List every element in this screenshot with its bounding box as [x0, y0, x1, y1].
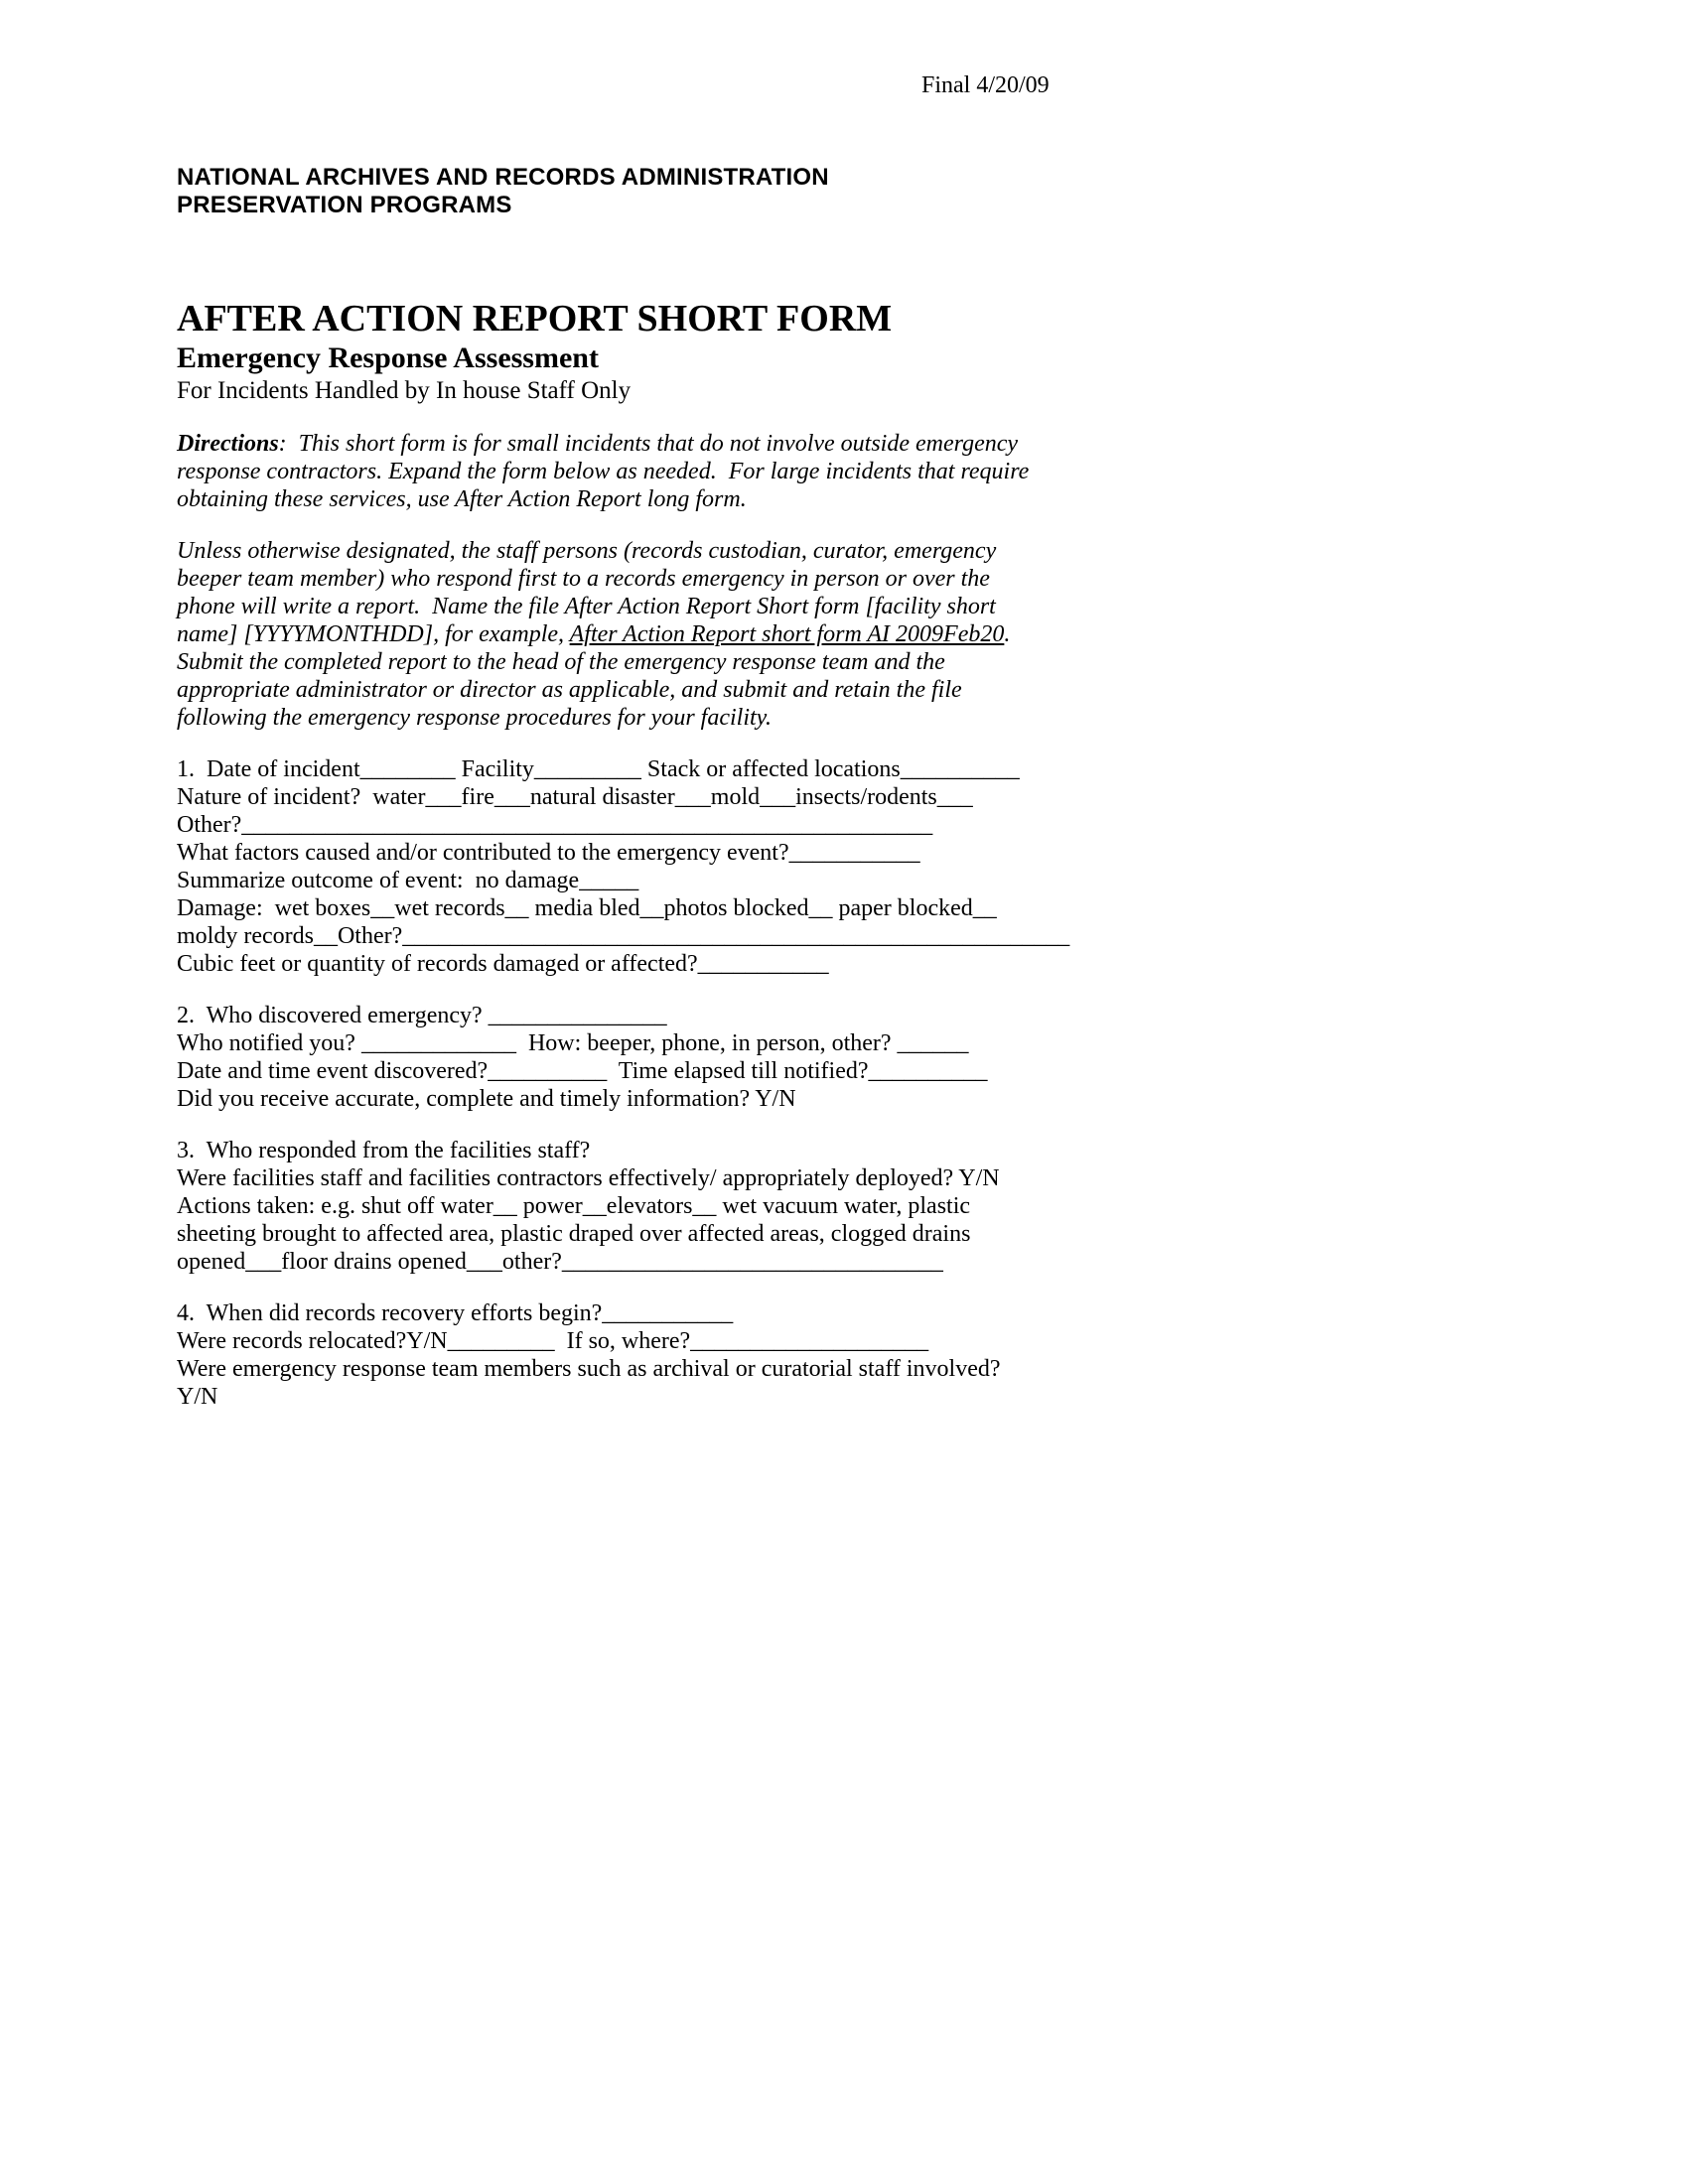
- form-line-date-facility-location: 1. Date of incident________ Facility_________ Stack or affected locations__________: [177, 756, 1020, 782]
- form-line-records-relocated: Were records relocated?Y/N_________ If so, where?____________________: [177, 1328, 929, 1354]
- form-line-who-discovered: 2. Who discovered emergency? _______________: [177, 1003, 667, 1028]
- form-line-date-time-discovered: Date and time event discovered?__________ Time elapsed till notified?__________: [177, 1058, 988, 1084]
- form-line-other-blank: Other?__________________________________________________________: [177, 812, 933, 838]
- form-line-accurate-info: Did you receive accurate, complete and timely information? Y/N: [177, 1086, 796, 1112]
- form-line-factors: What factors caused and/or contributed to the emergency event?___________: [177, 840, 920, 866]
- document-scope: For Incidents Handled by In house Staff Only: [177, 377, 632, 404]
- directions-label: Directions: [177, 431, 279, 457]
- program-name: PRESERVATION PROGRAMS: [177, 192, 512, 218]
- form-line-who-responded: 3. Who responded from the facilities staff?: [177, 1138, 591, 1163]
- directions-paragraph: [177, 430, 1130, 513]
- form-line-nature-of-incident: Nature of incident? water___fire___natural disaster___mold___insects/rodents___: [177, 784, 973, 810]
- form-line-recovery-begin: 4. When did records recovery efforts begin?___________: [177, 1300, 734, 1326]
- form-line-damage-other: moldy records__Other?________________________________________________________: [177, 923, 1070, 949]
- form-line-staff-deployed: Were facilities staff and facilities contractors effectively/ appropriately deployed? Y/N: [177, 1165, 1000, 1191]
- form-line-outcome: Summarize outcome of event: no damage_____: [177, 868, 639, 893]
- naming-line-1: Unless otherwise designated, the staff persons (records custodian, curator, emergency: [177, 538, 997, 564]
- example-filename: After Action Report short form AI 2009Feb20: [569, 621, 1005, 647]
- naming-line-5: Submit the completed report to the head of the emergency response team and the: [177, 649, 945, 675]
- agency-header: [177, 164, 1130, 219]
- directions-line-3: obtaining these services, use After Action Report long form.: [177, 486, 747, 512]
- section-4-records-recovery: [177, 1299, 1130, 1411]
- form-line-damage-types: Damage: wet boxes__wet records__ media bled__photos blocked__ paper blocked__: [177, 895, 997, 921]
- naming-line-4-post: .: [1004, 621, 1011, 647]
- naming-line-2: beeper team member) who respond first to a records emergency in person or over the: [177, 566, 990, 592]
- section-1-incident-details: [177, 755, 1130, 978]
- file-naming-paragraph: [177, 537, 1130, 732]
- section-3-facilities-response: [177, 1137, 1130, 1276]
- document-content: [177, 164, 1130, 1411]
- title-block: [177, 297, 1130, 406]
- document-subtitle: Emergency Response Assessment: [177, 341, 599, 374]
- form-line-cubic-feet: Cubic feet or quantity of records damaged or affected?___________: [177, 951, 829, 977]
- form-line-team-involved: Were emergency response team members such as archival or curatorial staff involved?: [177, 1356, 1001, 1382]
- version-note: Final 4/20/09: [921, 72, 1050, 98]
- naming-line-7: following the emergency response procedures for your facility.: [177, 705, 772, 731]
- naming-line-6: appropriate administrator or director as applicable, and submit and retain the file: [177, 677, 962, 703]
- form-line-team-involved-yn: Y/N: [177, 1384, 218, 1410]
- form-line-actions-taken-2: sheeting brought to affected area, plastic draped over affected areas, clogged drains: [177, 1221, 971, 1247]
- naming-line-3: phone will write a report. Name the file After Action Report Short form [facility short: [177, 594, 996, 619]
- directions-line-1: [177, 430, 1130, 458]
- document-title: AFTER ACTION REPORT SHORT FORM: [177, 298, 893, 340]
- directions-line-2: response contractors. Expand the form below as needed. For large incidents that require: [177, 459, 1030, 484]
- naming-line-4: [177, 620, 1130, 648]
- section-2-discovery: [177, 1002, 1130, 1113]
- directions-line-1-text: : This short form is for small incidents that do not involve outside emergency: [278, 431, 1019, 457]
- form-line-actions-taken-3: opened___floor drains opened___other?________________________________: [177, 1249, 943, 1275]
- form-line-actions-taken-1: Actions taken: e.g. shut off water__ power__elevators__ wet vacuum water, plastic: [177, 1193, 971, 1219]
- form-line-who-notified: Who notified you? _____________ How: beeper, phone, in person, other? ______: [177, 1030, 969, 1056]
- agency-name: NATIONAL ARCHIVES AND RECORDS ADMINISTRATION: [177, 164, 829, 191]
- naming-line-4-pre: name] [YYYYMONTHDD], for example,: [177, 621, 570, 647]
